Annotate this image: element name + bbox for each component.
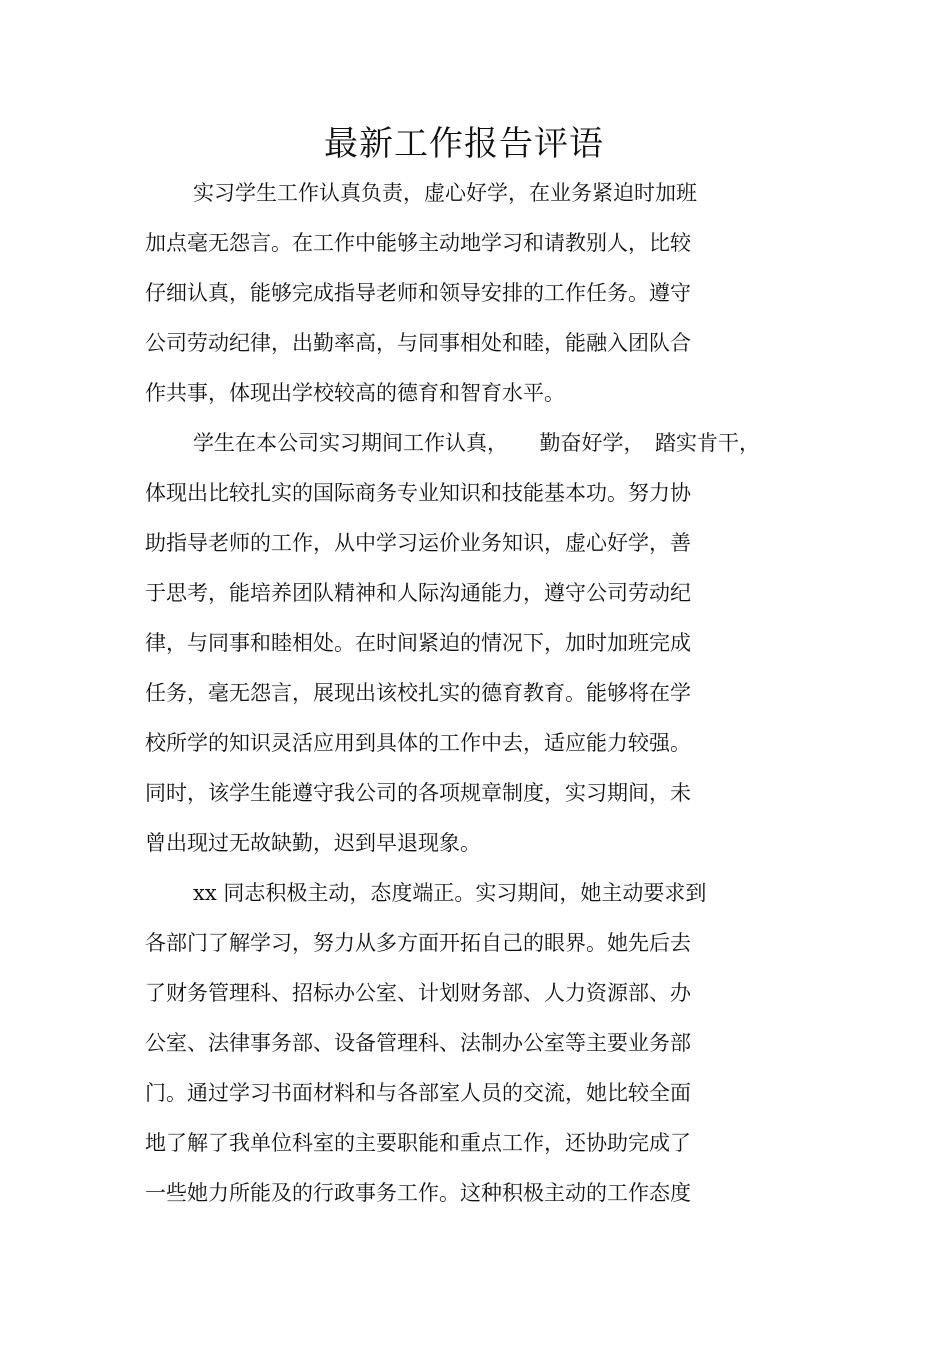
- paragraph-1-line-1: 实习学生工作认真负责，虚心好学，在业务紧迫时加班: [193, 181, 697, 205]
- paragraph-2-line-8: 同时，该学生能遵守我公司的各项规章制度，实习期间，未: [145, 781, 691, 805]
- paragraph-2-line-3: 助指导老师的工作，从中学习运价业务知识，虚心好学，善: [145, 531, 691, 555]
- paragraph-1-line-2: 加点毫无怨言。在工作中能够主动地学习和请教别人，比较: [145, 231, 691, 255]
- paragraph-3-line-3: 了财务管理科、招标办公室、计划财务部、人力资源部、办: [145, 981, 691, 1005]
- paragraph-1-line-4: 公司劳动纪律，出勤率高，与同事相处和睦，能融入团队合: [145, 331, 691, 355]
- paragraph-2-line-5: 律，与同事和睦相处。在时间紧迫的情况下，加时加班完成: [145, 631, 691, 655]
- paragraph-2-line-2: 体现出比较扎实的国际商务专业知识和技能基本功。努力协: [145, 481, 691, 505]
- document-title: 最新工作报告评语: [324, 124, 604, 164]
- paragraph-3-line-6: 地了解了我单位科室的主要职能和重点工作，还协助完成了: [145, 1131, 691, 1155]
- paragraph-2-line-9: 曾出现过无故缺勤，迟到早退现象。: [145, 831, 481, 855]
- paragraph-1-line-3: 仔细认真，能够完成指导老师和领导安排的工作任务。遵守: [145, 281, 691, 305]
- document-body: [145, 168, 815, 1218]
- paragraph-2-line-1: 学生在本公司实习期间工作认真， 勤奋好学， 踏实肯干，: [193, 431, 760, 455]
- paragraph-2-line-4: 于思考，能培养团队精神和人际沟通能力，遵守公司劳动纪: [145, 581, 691, 605]
- paragraph-3-line-5: 门。通过学习书面材料和与各部室人员的交流，她比较全面: [145, 1081, 691, 1105]
- paragraph-3-line-2: 各部门了解学习，努力从多方面开拓自己的眼界。她先后去: [145, 931, 691, 955]
- paragraph-3-line-4: 公室、法律事务部、设备管理科、法制办公室等主要业务部: [145, 1031, 691, 1055]
- paragraph-3-line-1: xx 同志积极主动，态度端正。实习期间，她主动要求到: [193, 881, 707, 905]
- paragraph-1-line-5: 作共事，体现出学校较高的德育和智育水平。: [145, 381, 565, 405]
- paragraph-2-line-7: 校所学的知识灵活应用到具体的工作中去，适应能力较强。: [145, 731, 691, 755]
- paragraph-3-line-7: 一些她力所能及的行政事务工作。这种积极主动的工作态度: [145, 1181, 691, 1205]
- paragraph-2-line-6: 任务，毫无怨言，展现出该校扎实的德育教育。能够将在学: [145, 681, 691, 705]
